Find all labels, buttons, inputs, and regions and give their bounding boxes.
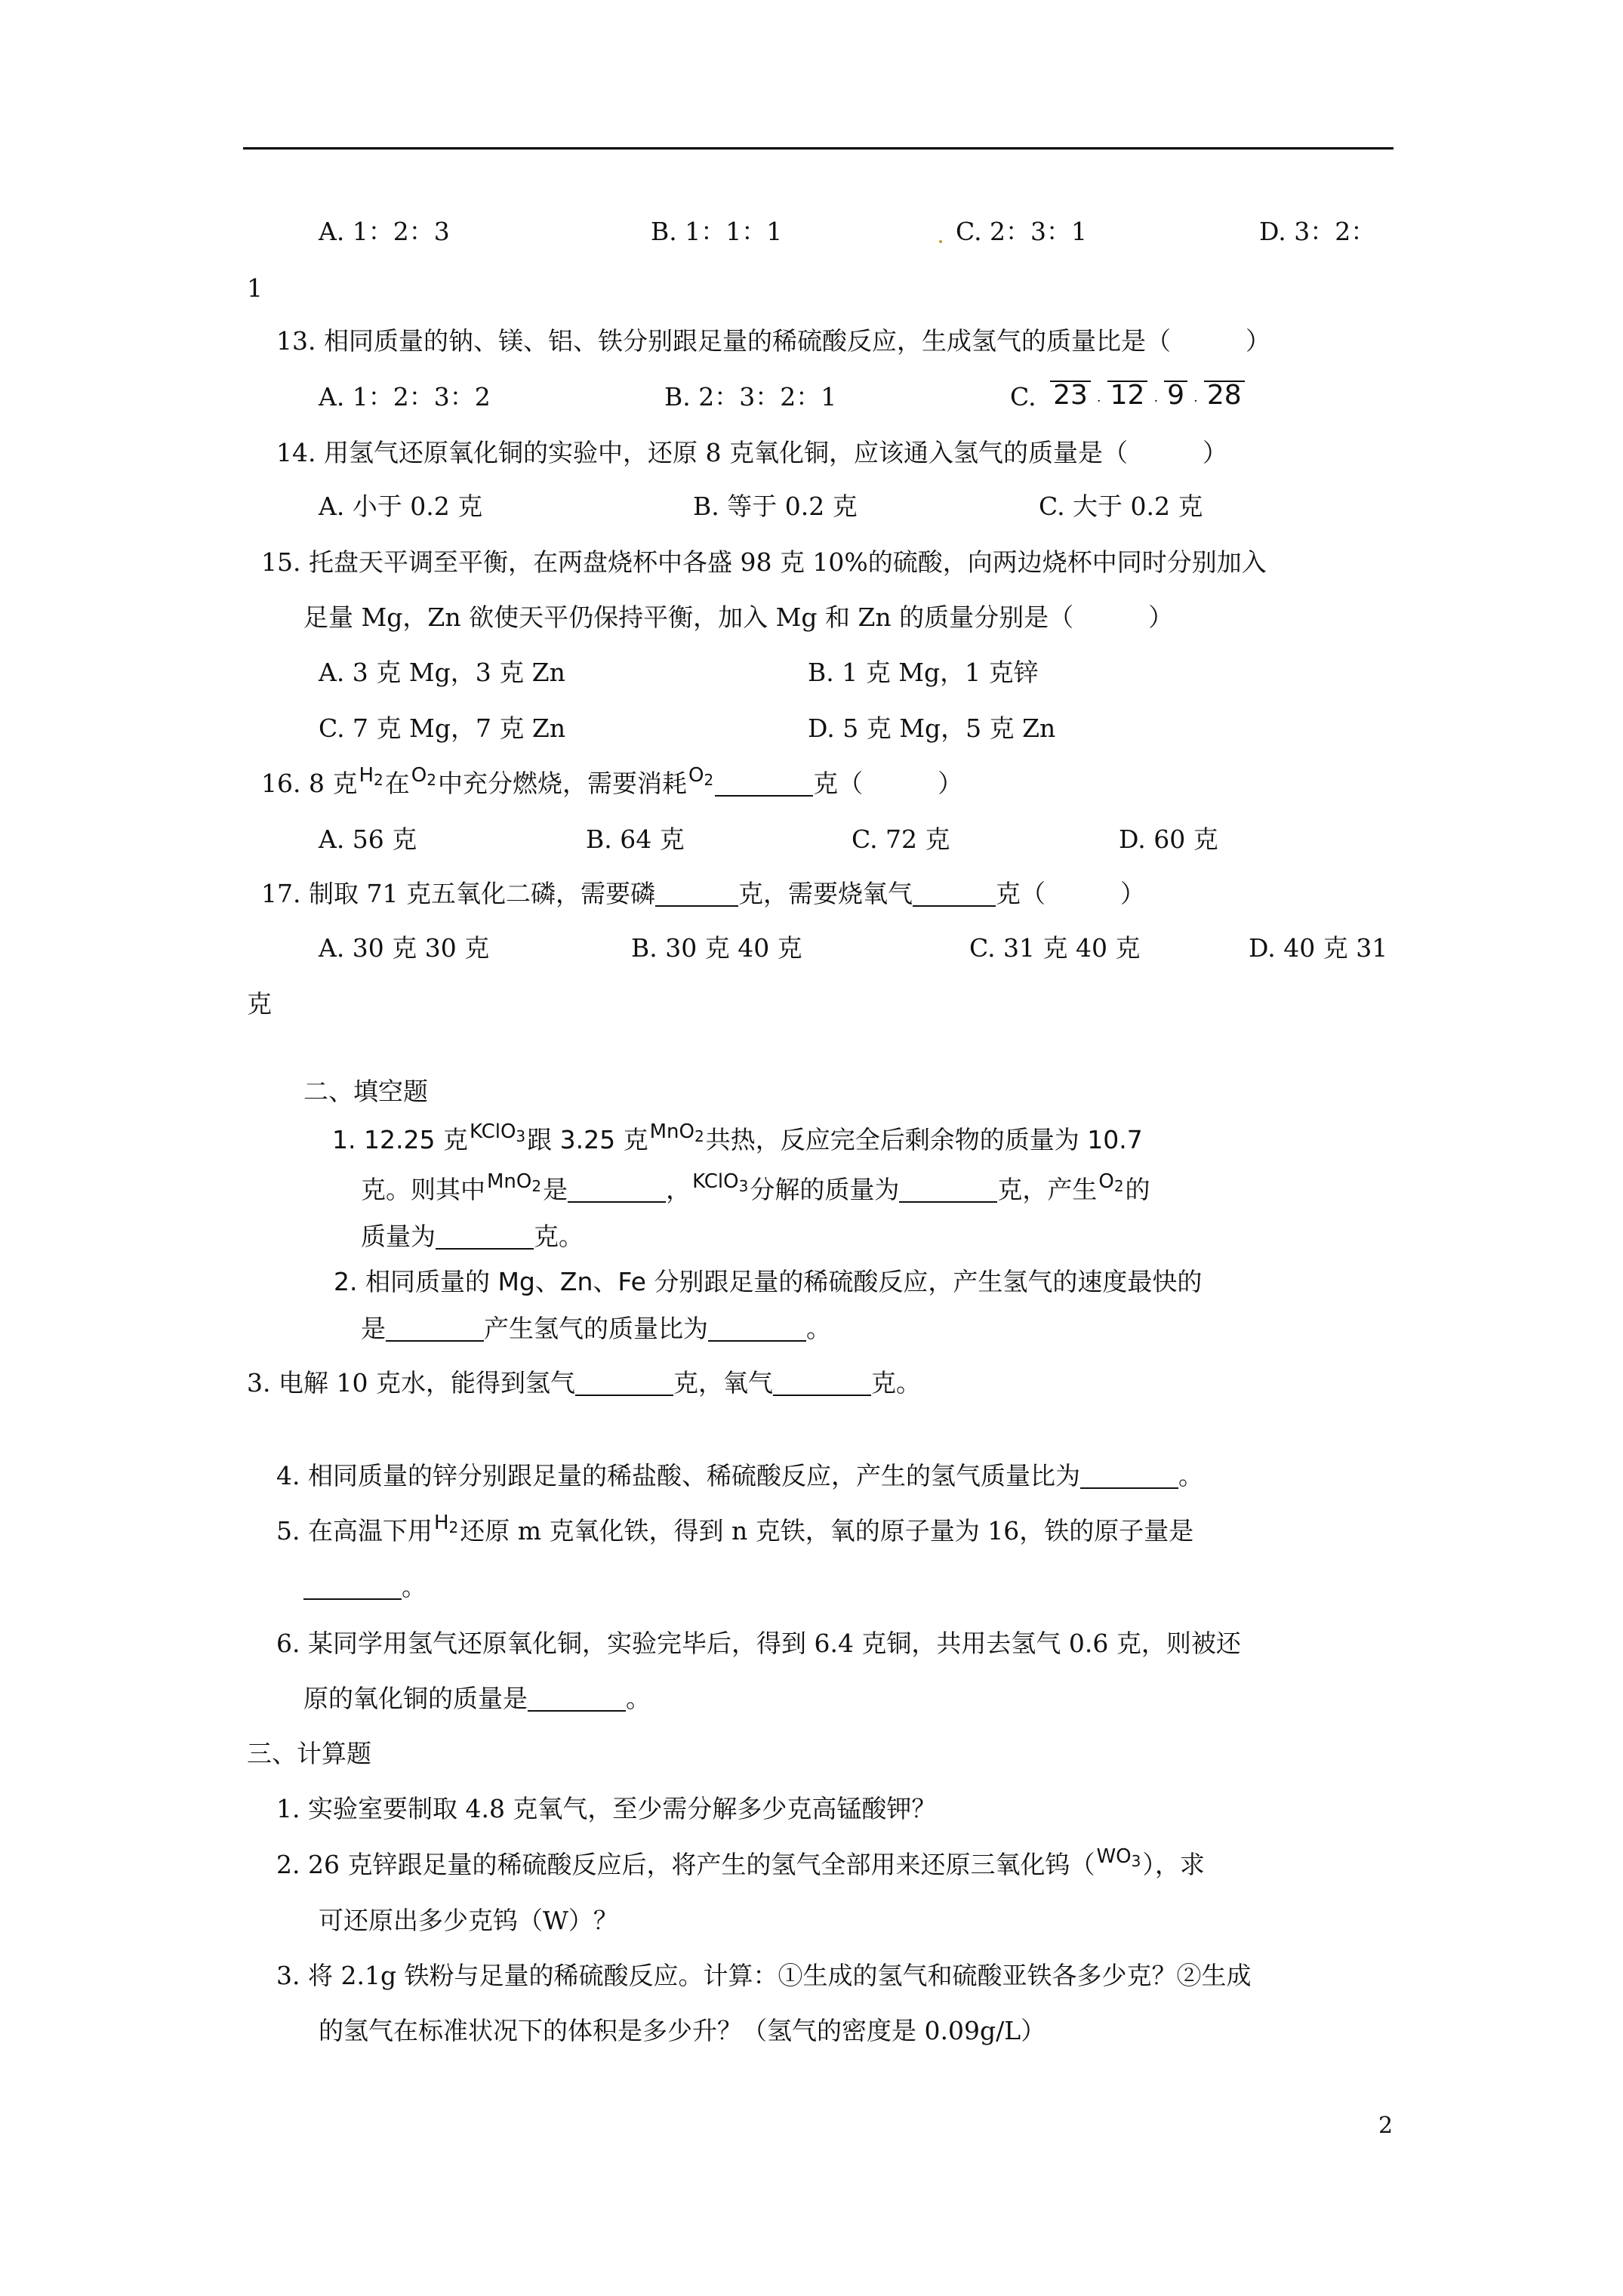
q16-text: 克（ ） — [813, 769, 963, 798]
answer-blank — [708, 1319, 806, 1342]
chem-formula-kclo3: KClO$_3$ — [692, 1170, 749, 1195]
fill3: 3. 电解 10 克水，能得到氢气 克，氧气 克。 — [247, 1368, 921, 1398]
q14-option-a: A. 小于 0.2 克 — [319, 492, 483, 521]
header-rule — [243, 147, 1394, 149]
q17-text: 克（ ） — [995, 879, 1145, 908]
answer-blank — [715, 774, 813, 797]
fill1-line2: 克。则其中MnO$_2$是 ，KClO$_3$分解的质量为 克，产生$O_2$的 — [361, 1175, 1150, 1212]
q17-option-a: A. 30 克 30 克 — [319, 933, 490, 963]
answer-blank — [303, 1577, 402, 1600]
calc1: 1. 实验室要制取 4.8 克氧气，至少需分解多少克高锰酸钾？ — [276, 1794, 937, 1823]
fill2-line1: 2. 相同质量的 Mg、Zn、Fe 分别跟足量的稀硫酸反应，产生氢气的速度最快的 — [334, 1267, 1203, 1296]
fill4: 4. 相同质量的锌分别跟足量的稀盐酸、稀硫酸反应，产生的氢气质量比为 。 — [276, 1461, 1203, 1490]
q15-option-c: C. 7 克 Mg，7 克 Zn — [319, 713, 566, 743]
q13-option-a: A. 1：2：3：2 — [319, 382, 491, 411]
answer-blank — [568, 1180, 666, 1203]
calc2-line2: 可还原出多少克钨（W）？ — [319, 1906, 618, 1935]
chem-formula-wo3: $WO_3$ — [1096, 1845, 1141, 1870]
answer-blank — [575, 1373, 673, 1396]
fill6-line1: 6. 某同学用氢气还原氧化铜，实验完毕后，得到 6.4 克铜，共用去氢气 0.6 克，则被还 — [276, 1629, 1241, 1658]
q12-option-d-wrap: 1 — [247, 273, 263, 303]
q15-option-b: B. 1 克 Mg，1 克锌 — [808, 658, 1039, 687]
fill1-line1: 1. 12.25 克KClO$_3$跟 3.25 克MnO$_2$共热，反应完全后剩余物的质量为 10.7 — [332, 1125, 1143, 1162]
calc3-line1: 3. 将 2.1g 铁粉与足量的稀硫酸反应。计算：①生成的氢气和硫酸亚铁各多少克？②生成 — [276, 1961, 1252, 1990]
q13-option-b: B. 2：3：2：1 — [664, 382, 837, 411]
q15-stem-line2: 足量 Mg，Zn 欲使天平仍保持平衡，加入 Mg 和 Zn 的质量分别是（ ） — [303, 603, 1174, 632]
q14-option-c: C. 大于 0.2 克 — [1039, 492, 1203, 521]
chem-formula-mno2: MnO$_2$ — [649, 1120, 704, 1145]
scan-speck — [939, 240, 942, 243]
q14-option-b: B. 等于 0.2 克 — [693, 492, 858, 521]
chem-formula-kclo3: KClO$_3$ — [469, 1120, 526, 1145]
calc2-line1: 2. 26 克锌跟足量的稀硫酸反应后，将产生的氢气全部用来还原三氧化钨$(WO_3)$，求 — [276, 1850, 1205, 1887]
q15-stem-line1: 15. 托盘天平调至平衡，在两盘烧杯中各盛 98 克 10%的硫酸，向两边烧杯中同时分别加入 — [261, 547, 1267, 577]
q12-option-c: C. 2：3：1 — [956, 217, 1088, 246]
answer-blank — [436, 1227, 534, 1250]
answer-blank — [1080, 1466, 1178, 1489]
fraction-value: 23 — [1050, 381, 1091, 409]
fill2-line2: 是 产生氢气的质量比为 。 — [361, 1314, 831, 1343]
answer-blank — [773, 1373, 871, 1396]
q12-option-d: D. 3：2： — [1259, 217, 1376, 246]
q17-text: 克，需要烧氧气 — [738, 879, 913, 908]
q12-option-b: B. 1：1：1 — [651, 217, 783, 246]
q16-text: 中充分燃烧，需要消耗 — [437, 769, 687, 798]
q17-text: 17. 制取 71 克五氧化二磷，需要磷 — [261, 879, 655, 908]
q13-stem: 13. 相同质量的钠、镁、铝、铁分别跟足量的稀硫酸反应，生成氢气的质量比是（ ） — [276, 326, 1270, 356]
fill5-line2: 。 — [303, 1572, 427, 1602]
q16-text: 在 — [384, 769, 410, 798]
chem-formula-h2: $H_2$ — [359, 764, 383, 789]
chem-formula-o2: $O_2$ — [688, 764, 714, 789]
calc3-line2: 的氢气在标准状况下的体积是多少升？（氢气的密度是 0.09g/L） — [319, 2016, 1046, 2045]
answer-blank — [913, 884, 996, 907]
fraction-value: 12 — [1107, 381, 1148, 409]
q17-option-d-wrap: 克 — [247, 989, 272, 1019]
section3-heading: 三、计算题 — [247, 1739, 371, 1768]
q17-stem — [261, 879, 1145, 909]
q17-option-b: B. 30 克 40 克 — [631, 933, 802, 963]
answer-blank — [899, 1180, 997, 1203]
fill6-line2: 原的氧化铜的质量是 。 — [303, 1684, 651, 1713]
chem-formula-o2: $O_2$ — [1098, 1170, 1124, 1195]
q12-option-a: A. 1：2：3 — [319, 217, 450, 246]
q16-option-d: D. 60 克 — [1119, 824, 1218, 854]
q17-option-c: C. 31 克 40 克 — [969, 933, 1141, 963]
q16-option-c: C. 72 克 — [852, 824, 950, 854]
page-number: 2 — [1378, 2113, 1394, 2139]
q16-stem — [261, 764, 963, 806]
chem-formula-o2: $O_2$ — [411, 764, 436, 789]
q15-option-a: A. 3 克 Mg，3 克 Zn — [319, 658, 565, 687]
fill5-line1: 5. 在高温下用$H_2$还原 m 克氧化铁，得到 n 克铁，氧的原子量为 16，铁的原子量是 — [276, 1516, 1193, 1553]
q13-option-c-label: C. — [1010, 382, 1036, 411]
section2-heading: 二、填空题 — [303, 1077, 428, 1106]
chem-formula-mno2: MnO$_2$ — [487, 1170, 542, 1195]
answer-blank — [386, 1319, 484, 1342]
answer-blank — [528, 1689, 626, 1712]
q17-option-d: D. 40 克 31 — [1249, 933, 1388, 963]
q16-option-a: A. 56 克 — [319, 824, 417, 854]
fraction-value: 9 — [1164, 381, 1187, 409]
answer-blank — [655, 884, 738, 907]
q15-option-d: D. 5 克 Mg，5 克 Zn — [808, 713, 1056, 743]
fill1-line3: 质量为 克。 — [361, 1222, 584, 1251]
q13-option-c: C. 23 · 12 · 9 · 28 — [1010, 382, 1251, 417]
q16-option-b: B. 64 克 — [586, 824, 685, 854]
q16-text: 16. 8 克 — [261, 769, 358, 798]
chem-formula-h2: $H_2$ — [433, 1512, 459, 1536]
q14-stem: 14. 用氢气还原氧化铜的实验中，还原 8 克氧化铜，应该通入氢气的质量是（ ） — [276, 438, 1227, 467]
fraction-value: 28 — [1204, 381, 1245, 409]
